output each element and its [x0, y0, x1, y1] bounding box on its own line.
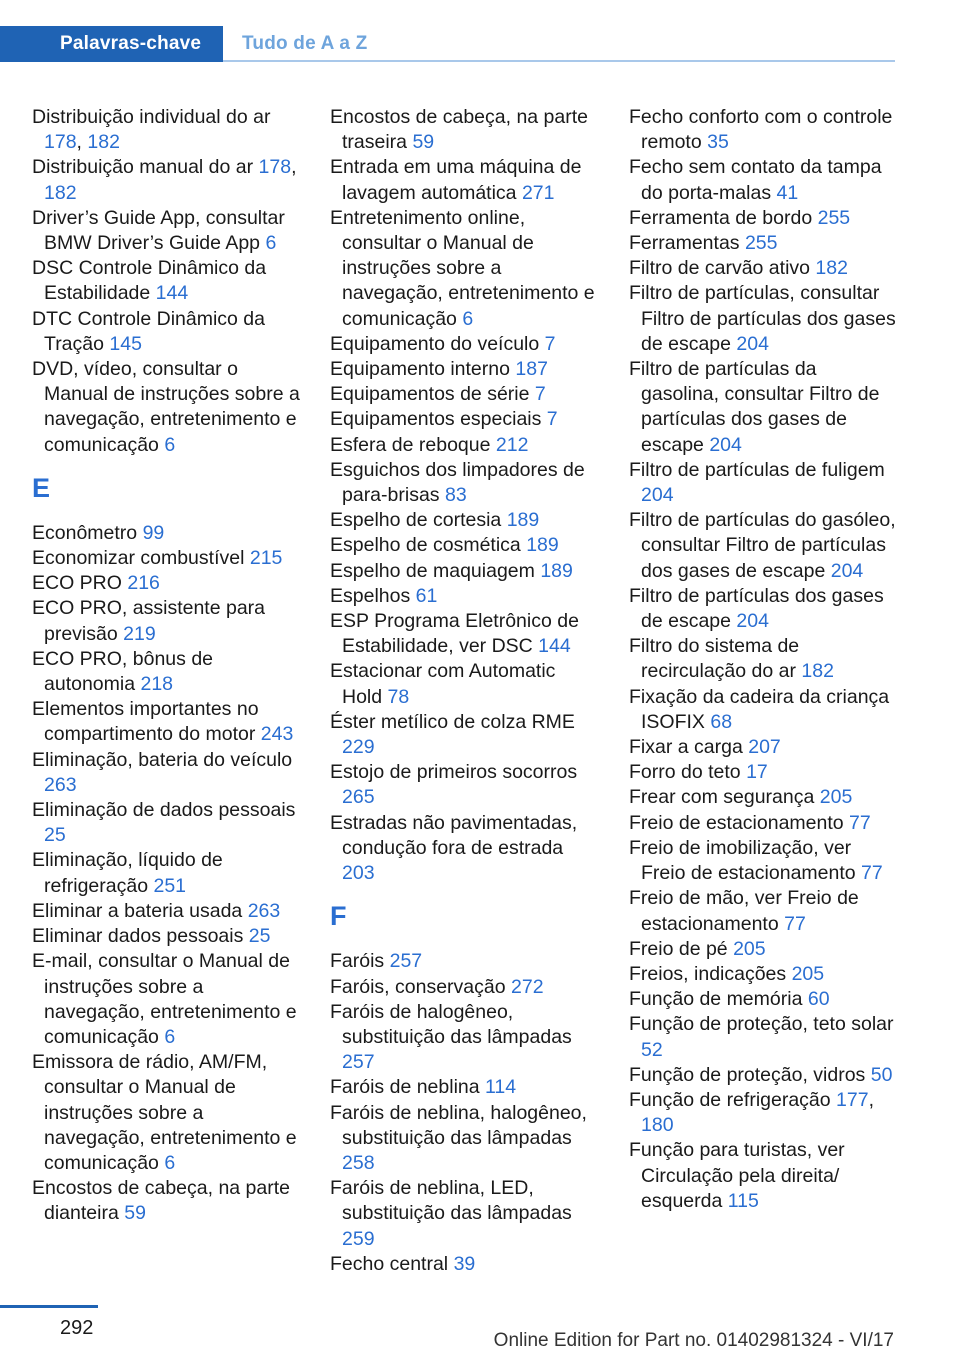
- index-entry: [330, 206, 598, 332]
- page-link[interactable]: 77: [861, 862, 883, 885]
- tab-keywords[interactable]: Palavras-chave: [0, 26, 223, 62]
- index-entry: [629, 886, 897, 936]
- index-entry: [629, 1138, 897, 1214]
- index-entry: [330, 710, 598, 760]
- page-link[interactable]: 263: [44, 773, 77, 796]
- index-entry: [32, 848, 300, 898]
- page-link[interactable]: 263: [247, 899, 281, 922]
- index-entry-text: Entretenimento online, consultar o Manual de instruções sobre a navegação, entretenimento e comunicação: [330, 206, 595, 330]
- page-link[interactable]: 114: [485, 1076, 517, 1099]
- index-entry: [330, 155, 598, 205]
- page-link[interactable]: 144: [538, 635, 571, 658]
- page-link[interactable]: 257: [342, 1051, 375, 1074]
- index-entry-text: Espelhos: [330, 584, 416, 607]
- page-link[interactable]: 258: [342, 1151, 375, 1174]
- index-entry-text: Filtro de partículas da gasolina, consultar Filtro de partículas dos gases de escape: [629, 358, 880, 456]
- page-link[interactable]: 25: [248, 925, 271, 948]
- page-link[interactable]: 218: [140, 673, 174, 696]
- section-letter: F: [330, 901, 347, 932]
- page-link[interactable]: 205: [819, 786, 853, 809]
- index-entry: Distribuição individual do ar 178, 182: [32, 106, 271, 154]
- index-entry-text: ECO PRO, assistente para previsão: [32, 597, 266, 645]
- index-entry-text: Freios, indicações: [629, 962, 792, 985]
- index-entry: [629, 1063, 897, 1088]
- page-link[interactable]: 60: [807, 988, 830, 1011]
- footer-edition: Online Edition for Part no. 01402981324 - VI/17: [493, 1330, 894, 1351]
- page-link[interactable]: 78: [387, 685, 410, 708]
- index-entry: [330, 105, 598, 155]
- page-link[interactable]: 17: [746, 761, 768, 784]
- index-entry-text: Fecho conforto com o controle remoto: [629, 106, 893, 154]
- page-link[interactable]: 259: [342, 1227, 375, 1250]
- index-entry: [629, 1012, 897, 1062]
- index-entry-text: Filtro de partículas do gasóleo, consultar Filtro de partículas dos gases de escape: [629, 509, 896, 582]
- index-entry: [32, 256, 300, 306]
- index-entry-text: Estradas não pavimentadas, condução fora de estrada: [330, 811, 578, 859]
- index-entry: [330, 458, 598, 508]
- index-entry: [32, 596, 300, 646]
- page-link[interactable]: 6: [265, 232, 277, 255]
- index-entry-text: Função de proteção, teto solar: [629, 1013, 894, 1036]
- index-entry-text: ECO PRO, bônus de autonomia: [32, 647, 214, 696]
- page-link[interactable]: 229: [342, 736, 375, 759]
- index-entry-text: Eliminação de dados pessoais: [32, 799, 296, 822]
- page-link[interactable]: 6: [164, 433, 176, 456]
- index-entry-text: DSC Controle Dinâmico da Estabilidade: [32, 257, 267, 305]
- index-entry: [330, 508, 598, 533]
- index-entry: [330, 760, 598, 810]
- index-entry: [32, 697, 300, 747]
- index-entry: [330, 357, 598, 382]
- page-link[interactable]: 203: [342, 862, 375, 885]
- page-link[interactable]: 204: [709, 433, 742, 456]
- index-entry-text: Driver’s Guide App, consultar BMW Driver’s Guide App: [32, 206, 285, 255]
- index-entry-text: Equipamento do veículo: [330, 332, 545, 355]
- page-link[interactable]: 204: [736, 332, 769, 355]
- index-entry-text: Função para turistas, ver Circulação pela direita/ esquerda: [629, 1139, 845, 1212]
- index-entry: [330, 1252, 598, 1277]
- page-link[interactable]: 144: [155, 282, 189, 305]
- index-entry-text: Fecho central: [330, 1252, 454, 1275]
- index-entry: [330, 407, 598, 432]
- index-entry-text: Éster metílico de colza RME: [330, 710, 575, 733]
- page-link[interactable]: 6: [164, 1151, 176, 1174]
- index-entry-text: DVD, vídeo, consultar o Manual de instruções sobre a navegação, entretenimento e comunicação: [32, 358, 300, 456]
- index-entry-text: Freio de imobilização, ver Freio de estacionamento: [629, 836, 862, 885]
- index-entry: [32, 899, 300, 924]
- index-entry-text: Fixar a carga: [629, 736, 749, 759]
- page-link[interactable]: 6: [164, 1025, 176, 1048]
- page-link[interactable]: 25: [44, 824, 66, 847]
- page-number: 292: [60, 1317, 94, 1339]
- page-link[interactable]: 178: [44, 131, 77, 154]
- index-entry-text: Ferramenta de bordo: [629, 206, 818, 229]
- index-column-1: [32, 105, 300, 1227]
- page-link[interactable]: 39: [453, 1252, 476, 1275]
- index-entry-text: Freio de pé: [629, 937, 734, 960]
- page-link[interactable]: 271: [521, 181, 555, 204]
- index-entry-text: Freio de estacionamento: [629, 811, 850, 834]
- page-link[interactable]: 61: [415, 584, 438, 607]
- index-entry: [629, 785, 897, 810]
- index-entry-text: Eliminação, líquido de refrigeração: [32, 849, 223, 897]
- tab-bar: [0, 26, 895, 62]
- page-link[interactable]: 182: [44, 181, 77, 204]
- page-link[interactable]: 182: [801, 660, 834, 683]
- page-link[interactable]: 255: [817, 206, 851, 229]
- index-entry-text: Faróis: [330, 950, 390, 973]
- page-number-bar: [0, 1305, 98, 1308]
- index-entry: [32, 357, 300, 458]
- index-entry-text: Estacionar com Automatic Hold: [330, 660, 556, 708]
- index-entry-text: Distribuição individual do ar: [32, 106, 271, 128]
- page-link[interactable]: 7: [546, 408, 558, 431]
- index-entry: [32, 571, 300, 596]
- index-entry: [629, 281, 897, 357]
- page-link[interactable]: 99: [142, 521, 165, 544]
- index-entry-text: Filtro de partículas de fuligem: [629, 458, 885, 481]
- index-entry-text: Eliminar dados pessoais: [32, 925, 249, 948]
- index-entry: [330, 609, 598, 659]
- index-entry: [330, 1075, 598, 1100]
- page-link[interactable]: 68: [710, 710, 733, 733]
- page-link[interactable]: 178: [258, 156, 292, 179]
- index-entry: [32, 521, 300, 546]
- index-entry-text: Função de refrigeração: [629, 1088, 837, 1111]
- index-entry-text: Frear com segurança: [629, 786, 820, 809]
- index-entry: [629, 937, 897, 962]
- index-entry: [330, 433, 598, 458]
- page-link[interactable]: 77: [784, 912, 806, 935]
- index-entry: [32, 647, 300, 697]
- page-link[interactable]: 50: [870, 1063, 893, 1086]
- index-entry: [330, 382, 598, 407]
- index-entry-text: Emissora de rádio, AM/FM, consultar o Manual de instruções sobre a navegação, entretenimento e comunicação: [32, 1051, 297, 1174]
- index-entry: [32, 798, 300, 848]
- page-link[interactable]: 7: [534, 383, 546, 406]
- index-entry: [629, 685, 897, 735]
- index-column-3: [629, 105, 897, 1214]
- page-link[interactable]: 189: [506, 509, 540, 532]
- index-entry-text: Filtro de partículas, consultar Filtro de partículas dos gases de escape: [629, 282, 896, 355]
- index-entry: [330, 811, 598, 887]
- page-link[interactable]: 177: [836, 1088, 869, 1111]
- page-link[interactable]: 189: [540, 559, 573, 582]
- page-link[interactable]: 7: [544, 332, 556, 355]
- index-entry-text: Equipamentos de série: [330, 383, 535, 406]
- page-link[interactable]: 219: [123, 622, 156, 645]
- page-link[interactable]: 182: [87, 131, 120, 154]
- page-link[interactable]: 182: [815, 257, 848, 280]
- page-link[interactable]: 52: [641, 1038, 663, 1061]
- page-link[interactable]: 205: [733, 937, 766, 960]
- index-entry: [629, 836, 897, 886]
- index-entry: [330, 559, 598, 584]
- page-link[interactable]: 205: [791, 962, 825, 985]
- index-entry: [629, 155, 897, 205]
- section-letter: E: [32, 472, 51, 503]
- index-entry-text: Função de proteção, vidros: [629, 1063, 871, 1086]
- page-link[interactable]: 251: [153, 874, 187, 897]
- index-entry-text: Fecho sem contato da tampa do porta-malas: [629, 156, 882, 204]
- page-link[interactable]: 265: [342, 786, 375, 809]
- page-link[interactable]: 216: [127, 572, 160, 595]
- index-entry-text: Faróis de neblina: [330, 1076, 486, 1099]
- index-column-2: [330, 105, 598, 1277]
- index-entry: [330, 1176, 598, 1252]
- index-entry: [629, 508, 897, 584]
- index-entry: [629, 811, 897, 836]
- index-entry: [629, 962, 897, 987]
- index-entry-text: Freio de mão, ver Freio de estacionamento: [629, 887, 859, 935]
- index-entry-text: Filtro de carvão ativo: [629, 257, 816, 280]
- index-entry-text: Distribuição manual do ar: [32, 156, 259, 179]
- index-entry-text: Economizar combustível: [32, 547, 250, 570]
- page-link[interactable]: 272: [511, 975, 544, 998]
- index-entry-text: Esguichos dos limpadores de para-brisas: [330, 458, 585, 507]
- index-entry: [629, 206, 897, 231]
- index-entry: [629, 584, 897, 634]
- index-entry-text: E-mail, consultar o Manual de instruções sobre a navegação, entretenimento e comunicação: [32, 950, 297, 1048]
- index-entry-text: Encostos de cabeça, na parte traseira: [330, 106, 589, 154]
- index-entry: [32, 924, 300, 949]
- index-entry-text: Função de memória: [629, 988, 808, 1011]
- index-entry-text: Espelho de maquiagem: [330, 559, 541, 582]
- index-entry: Distribuição manual do ar 178, 182: [32, 156, 297, 204]
- index-entry-text: Forro do teto: [629, 761, 747, 784]
- index-entry: [330, 659, 598, 709]
- index-entry: [629, 458, 897, 508]
- index-entry-text: DTC Controle Dinâmico da Tração: [32, 307, 266, 355]
- index-entry: [330, 533, 598, 558]
- page-link[interactable]: 204: [641, 484, 674, 507]
- index-entry: [32, 546, 300, 571]
- index-entry: Função de refrigeração 177, 180: [629, 1088, 875, 1137]
- page-link[interactable]: 212: [495, 433, 529, 456]
- index-entry-text: Estojo de primeiros socorros: [330, 761, 578, 784]
- index-entry: [629, 735, 897, 760]
- index-entry-text: Faróis de halogêneo, substituição das lâmpadas: [330, 1000, 572, 1048]
- page-link[interactable]: 59: [412, 131, 435, 154]
- index-entry-text: Ferramentas: [629, 232, 745, 255]
- index-entry: [629, 357, 897, 458]
- index-entry: [330, 584, 598, 609]
- page-link[interactable]: 77: [849, 811, 871, 834]
- page-link[interactable]: 59: [124, 1202, 146, 1225]
- index-entry: [32, 949, 300, 1050]
- index-entry: [32, 307, 300, 357]
- index-entry: [629, 256, 897, 281]
- index-entry-text: Elementos importantes no compartimento do motor: [32, 698, 261, 746]
- index-entry: [330, 1000, 598, 1076]
- index-entry-text: Faróis de neblina, halogêneo, substituição das lâmpadas: [330, 1101, 587, 1149]
- page-link[interactable]: 257: [389, 950, 423, 973]
- index-entry: [32, 1176, 300, 1226]
- page-link[interactable]: 35: [707, 131, 729, 154]
- index-entry-text: Espelho de cosmética: [330, 534, 527, 557]
- index-entry-text: ESP Programa Eletrônico de Estabilidade, ver DSC: [330, 610, 579, 658]
- index-entry-text: Eliminação, bateria do veículo: [32, 748, 293, 771]
- page-link[interactable]: 207: [748, 736, 781, 759]
- index-entry: [330, 332, 598, 357]
- page-link[interactable]: 215: [249, 547, 283, 570]
- index-entry-text: Encostos de cabeça, na parte dianteira: [32, 1177, 291, 1225]
- page-link[interactable]: 243: [260, 723, 294, 746]
- index-entry-text: Faróis de neblina, LED, substituição das lâmpadas: [330, 1177, 572, 1225]
- index-entry: [629, 760, 897, 785]
- index-entry: [32, 748, 300, 798]
- index-entry: [32, 206, 300, 256]
- index-entry-text: Entrada em uma máquina de lavagem automática: [330, 156, 582, 204]
- index-entry-text: Fixação da cadeira da criança ISOFIX: [629, 685, 890, 733]
- index-entry: [629, 105, 897, 155]
- index-entry-text: Equipamento interno: [330, 358, 516, 381]
- page-link[interactable]: 204: [830, 559, 864, 582]
- page-link[interactable]: 6: [462, 307, 474, 330]
- page-link[interactable]: 255: [744, 232, 778, 255]
- page-link[interactable]: 180: [641, 1114, 674, 1137]
- index-entry: [330, 949, 598, 974]
- page-link[interactable]: 41: [776, 181, 799, 204]
- page-link[interactable]: 204: [736, 610, 769, 633]
- index-entry-text: ECO PRO: [32, 572, 128, 595]
- index-entry-text: Espelho de cortesia: [330, 509, 507, 532]
- page-link[interactable]: 115: [727, 1189, 759, 1212]
- index-entry-text: Econômetro: [32, 521, 143, 544]
- index-entry-text: Filtro de partículas dos gases de escape: [629, 584, 884, 633]
- tab-a-to-z[interactable]: Tudo de A a Z: [242, 33, 368, 54]
- page-link[interactable]: 145: [109, 332, 142, 355]
- index-entry: [629, 231, 897, 256]
- index-entry: [32, 1050, 300, 1176]
- index-entry-text: Equipamentos especiais: [330, 408, 547, 431]
- index-entry: [330, 975, 598, 1000]
- index-entry-text: Esfera de reboque: [330, 433, 496, 456]
- page-link[interactable]: 83: [444, 484, 467, 507]
- index-entry-text: Faróis, conservação: [330, 975, 511, 998]
- page-link[interactable]: 189: [526, 534, 559, 557]
- index-entry-text: Filtro do sistema de recirculação do ar: [629, 635, 802, 683]
- index-entry: [330, 1101, 598, 1177]
- index-entry: [629, 987, 897, 1012]
- index-entry: [629, 634, 897, 684]
- page-link[interactable]: 187: [515, 358, 548, 381]
- index-entry-text: Eliminar a bateria usada: [32, 899, 248, 922]
